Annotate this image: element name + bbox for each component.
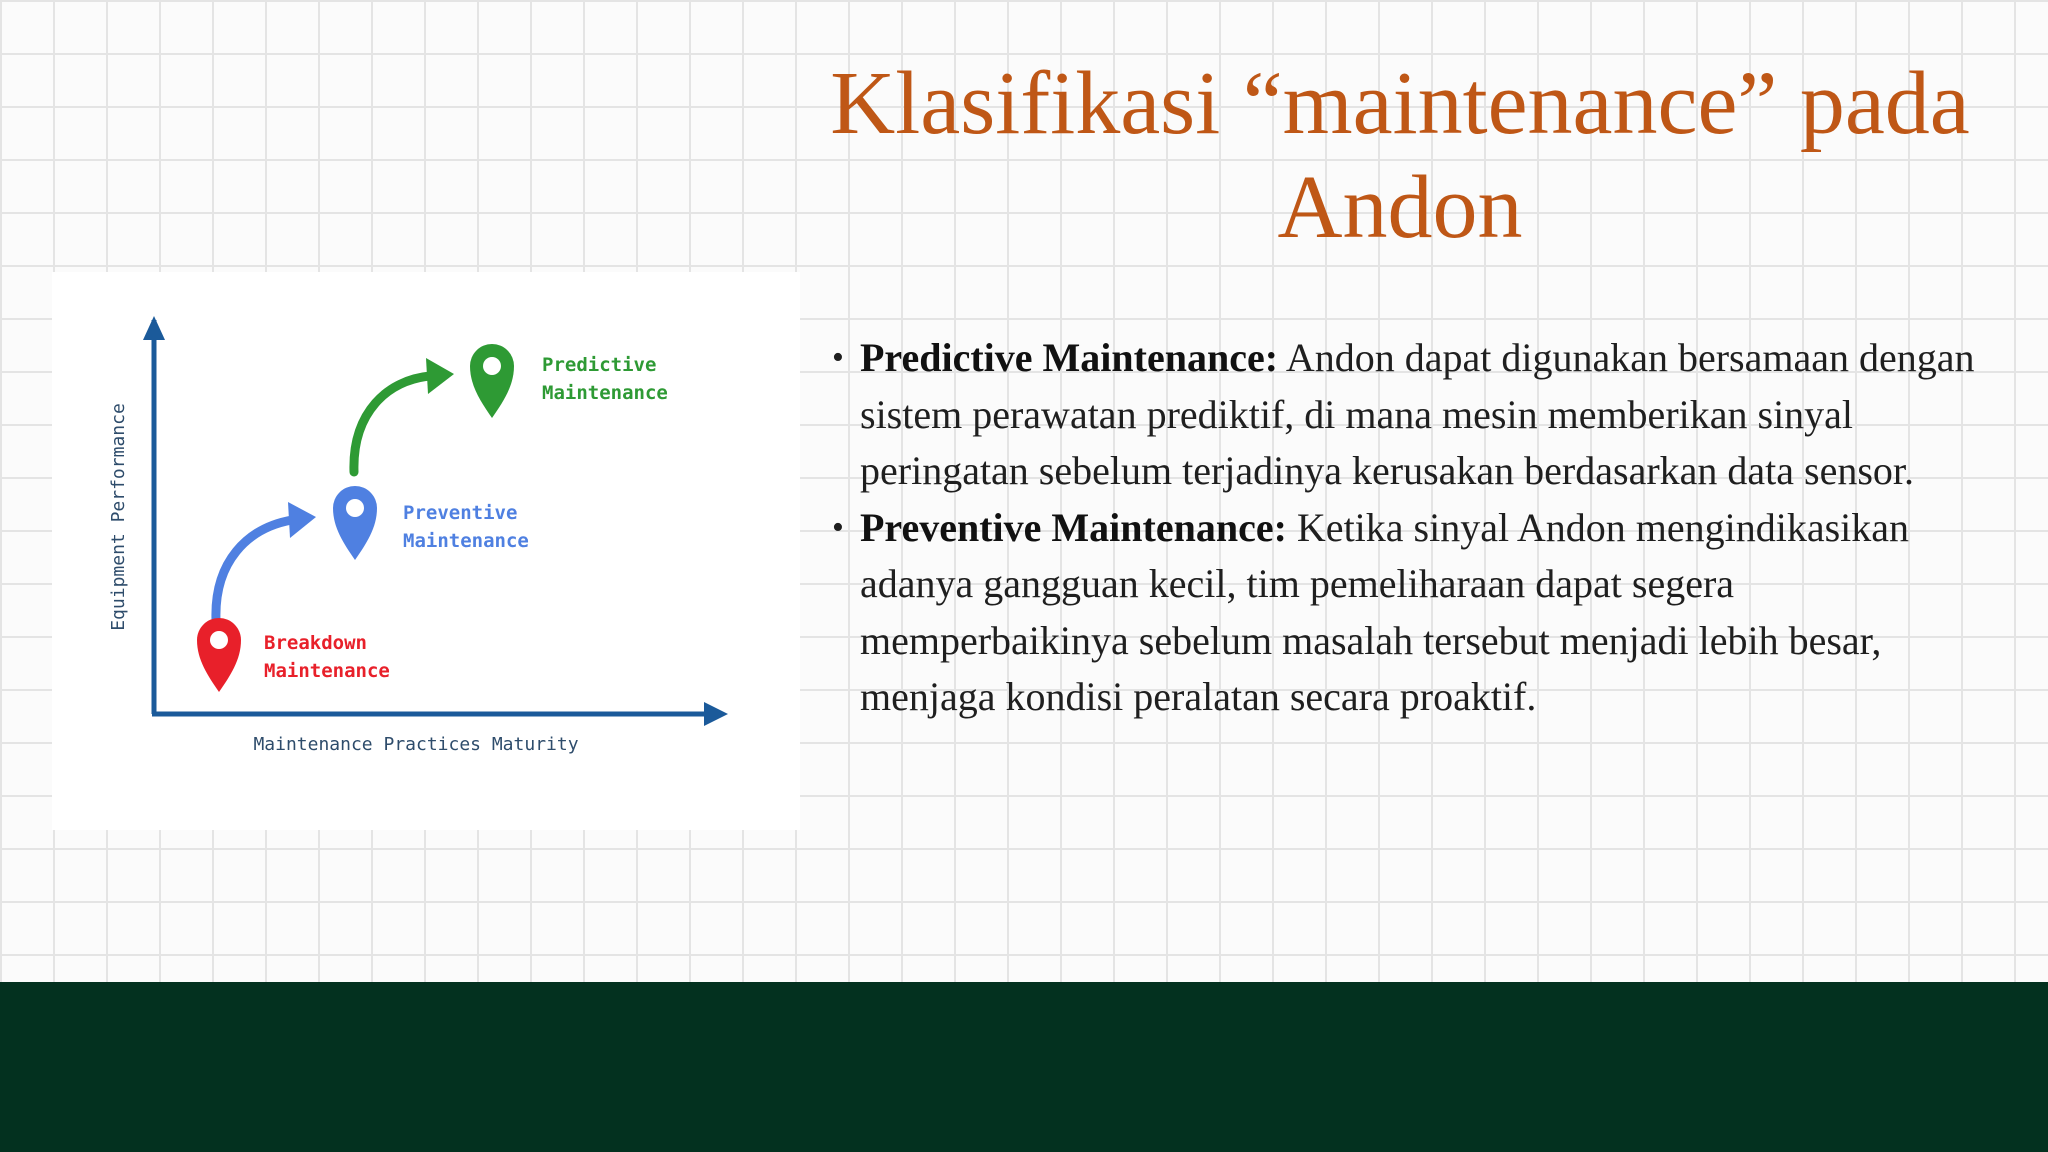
arrow-to-preventive-icon bbox=[216, 520, 292, 620]
y-axis-label: Equipment Performance bbox=[108, 403, 129, 631]
bullet-preventive bbox=[832, 500, 2012, 726]
bullet-list bbox=[832, 330, 2012, 726]
breakdown-pin-icon bbox=[197, 618, 241, 692]
preventive-pin-icon bbox=[333, 486, 377, 560]
bullet-dot-icon: • bbox=[832, 339, 844, 376]
bullet-predictive bbox=[832, 330, 2012, 500]
preventive-label-line1: Preventive bbox=[403, 502, 518, 524]
y-axis-arrowhead-icon bbox=[143, 316, 165, 340]
bullet-text: Andon dapat digunakan bersamaan dengan sistem perawatan prediktif, di mana mesin memberikan sinyal peringatan sebelum terjadinya kerusakan berdasarkan data sensor. bbox=[860, 335, 1975, 493]
breakdown-label-line1: Breakdown bbox=[264, 632, 367, 654]
preventive-label-line2: Maintenance bbox=[403, 530, 529, 552]
diagram-canvas bbox=[52, 272, 800, 830]
footer-band bbox=[0, 982, 2048, 1152]
bullet-term: Predictive Maintenance: bbox=[860, 335, 1279, 380]
x-axis-arrowhead-icon bbox=[704, 702, 728, 726]
arrow-to-preventive-head-icon bbox=[288, 502, 316, 538]
predictive-label-line2: Maintenance bbox=[542, 382, 668, 404]
predictive-pin-icon bbox=[470, 344, 514, 418]
breakdown-label-line2: Maintenance bbox=[264, 660, 390, 682]
bullet-term: Preventive Maintenance: bbox=[860, 504, 1287, 550]
arrow-to-predictive-icon bbox=[354, 376, 430, 472]
slide-title: Klasifikasi “maintenance” pada Andon bbox=[830, 54, 1970, 257]
arrow-to-predictive-head-icon bbox=[426, 358, 454, 394]
bullet-dot-icon: • bbox=[832, 508, 844, 546]
bullet-text: Ketika sinyal Andon mengindikasikan adanya gangguan kecil, tim pemeliharaan dapat segera memperbaikinya sebelum masalah tersebut menjadi lebih besar, menjaga kondisi peralatan secara proaktif. bbox=[860, 504, 1910, 719]
x-axis-label: Maintenance Practices Maturity bbox=[253, 734, 579, 755]
maintenance-maturity-diagram bbox=[52, 272, 800, 830]
predictive-label-line1: Predictive bbox=[542, 354, 657, 376]
